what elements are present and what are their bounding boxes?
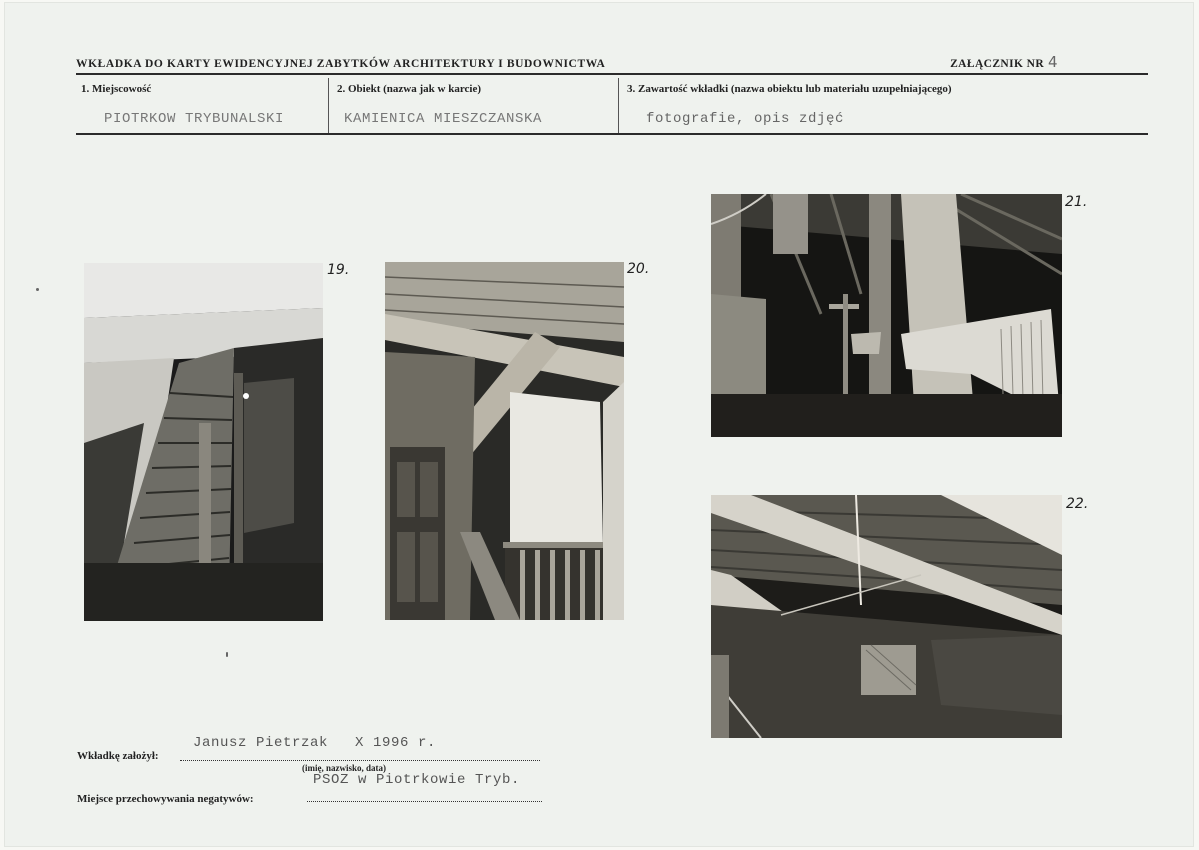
photo-19 (84, 263, 323, 621)
field-row (76, 74, 1148, 134)
attic-rafters-photo-graphic (711, 495, 1062, 738)
field-divider (328, 78, 329, 134)
photo-number-19: 19. (327, 262, 350, 278)
founded-dotted-line (180, 760, 540, 761)
annex-label (950, 53, 1058, 71)
field-divider (618, 78, 619, 134)
field-locality (76, 74, 328, 132)
storage-value: PSOZ w Piotrkowie Tryb. (313, 772, 521, 788)
field-contents (622, 74, 1142, 132)
founded-value: Janusz Pietrzak X 1996 r. (193, 735, 437, 751)
founded-label: Wkładkę założył: (77, 750, 159, 762)
photo-number-20: 20. (627, 261, 650, 277)
staircase-photo-graphic (84, 263, 323, 621)
paper-speck (226, 652, 228, 657)
photo-number-22: 22. (1066, 496, 1089, 512)
annex-label-text: ZAŁĄCZNIK NR (950, 58, 1045, 70)
field-object (332, 74, 616, 132)
annex-number: 4 (1048, 53, 1058, 71)
attic-posts-photo-graphic (711, 194, 1062, 437)
photo-22 (711, 495, 1062, 738)
form-title: WKŁADKA DO KARTY EWIDENCYJNEJ ZABYTKÓW ARCHITEKTURY I BUDOWNICTWA (76, 58, 606, 70)
field-bottom-rule (76, 133, 1148, 135)
field-label: 1. Miejscowość (81, 83, 152, 95)
paper-speck (36, 288, 39, 291)
form-header (72, 52, 1148, 72)
storage-dotted-line (307, 801, 542, 802)
field-label: 2. Obiekt (nazwa jak w karcie) (337, 83, 482, 95)
stair-hall-photo-graphic (385, 262, 624, 620)
photo-21 (711, 194, 1062, 437)
storage-label: Miejsce przechowywania negatywów: (77, 793, 254, 805)
founded-hint: (imię, nazwisko, data) (302, 763, 386, 773)
photo-number-21: 21. (1065, 194, 1088, 210)
photo-20 (385, 262, 624, 620)
field-value: fotografie, opis zdjęć (646, 111, 845, 127)
field-value: PIOTRKOW TRYBUNALSKI (104, 111, 285, 127)
field-value: KAMIENICA MIESZCZANSKA (344, 111, 543, 127)
field-label: 3. Zawartość wkładki (nazwa obiektu lub materiału uzupełniającego) (627, 83, 952, 95)
